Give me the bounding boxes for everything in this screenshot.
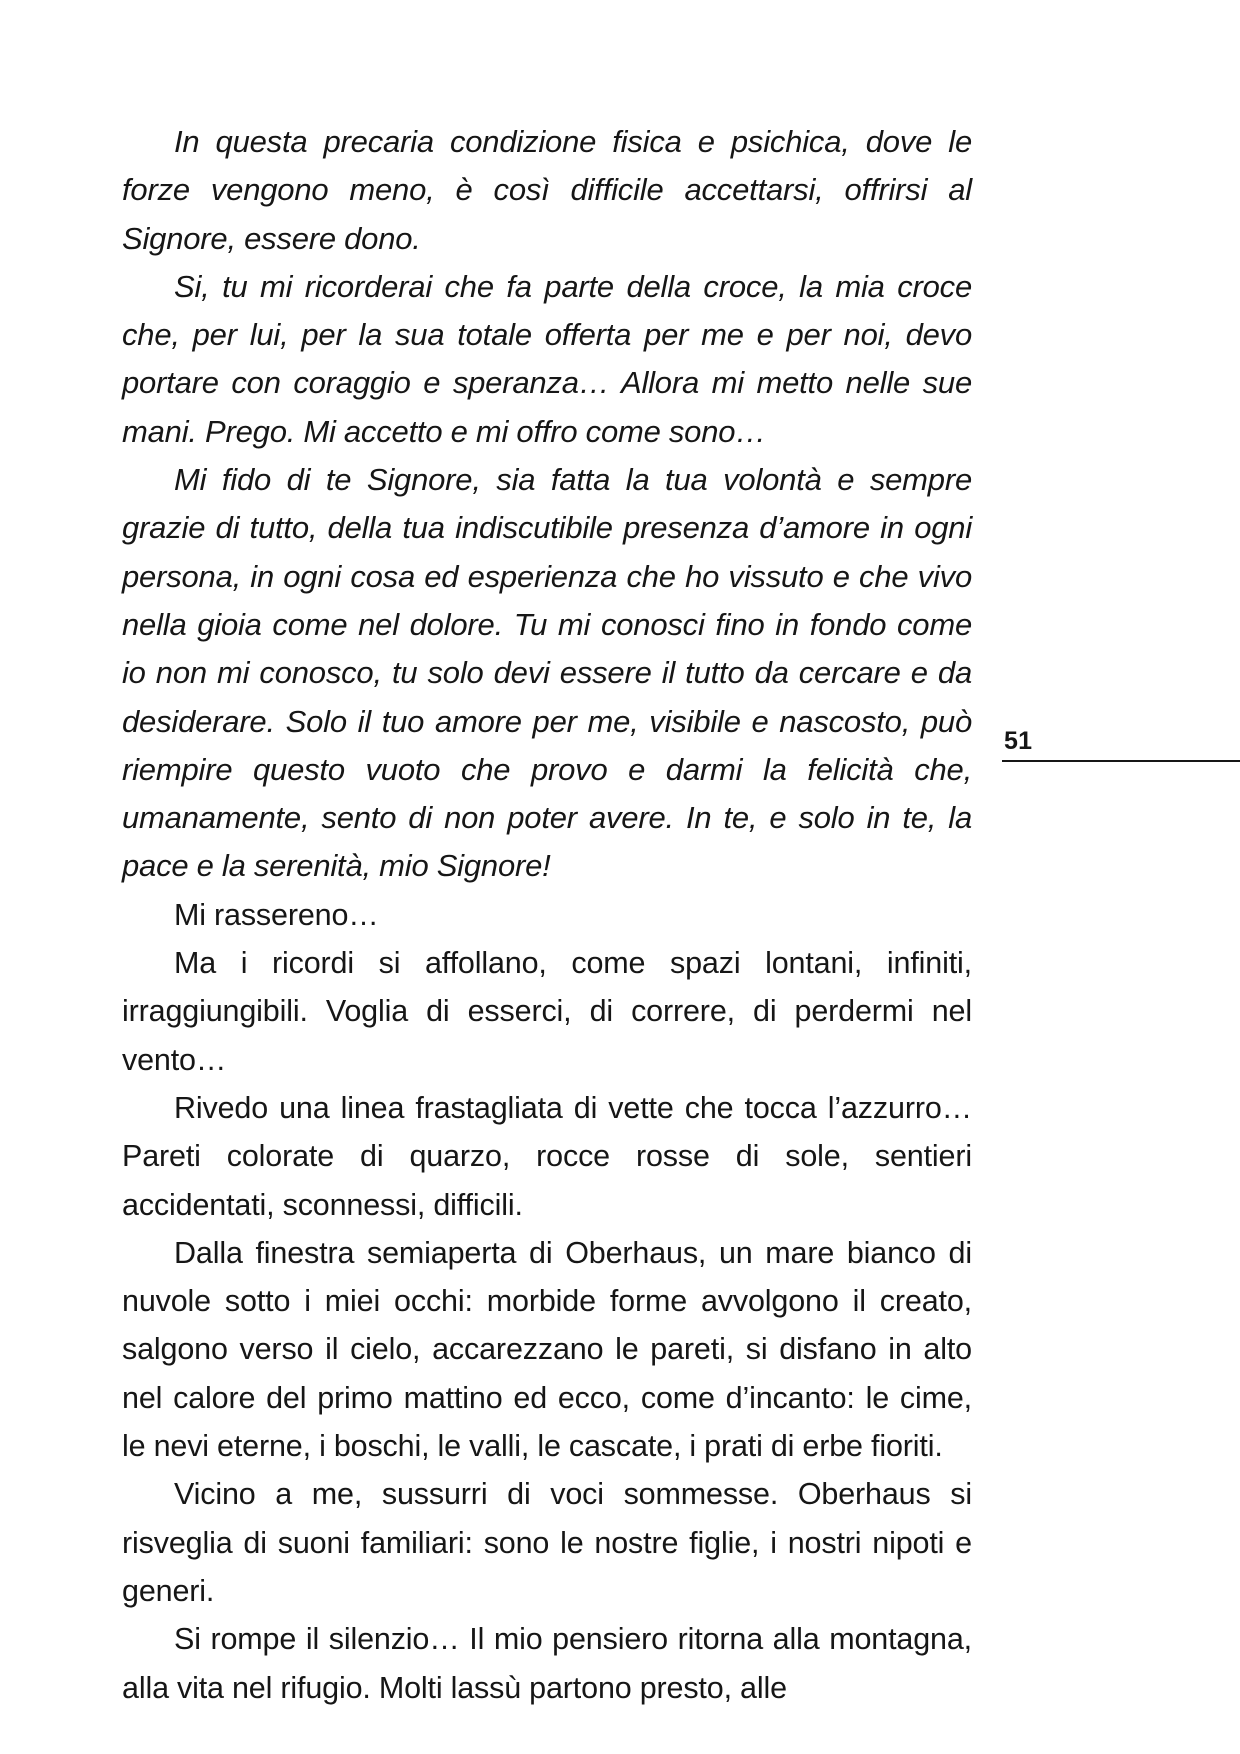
paragraph-4: Mi rassereno… <box>174 897 379 932</box>
body-text-column <box>122 118 972 1712</box>
paragraph-3: Mi fido di te Signore, sia fatta la tua volontà e sempre grazie di tutto, della tua indiscutibile presenza d’amore in ogni persona, in ogni cosa ed esperienza che ho vissuto e che vivo nella gioia come nel dolore. Tu mi conosci fino in fondo come io non mi conosco, tu solo devi essere il tutto da cercare e da desiderare. Solo il tuo amore per me, visibile e nascosto, può riempire questo vuoto che provo e darmi la felicità che, umanamente, sento di non poter avere. In te, e solo in te, la pace e la serenità, mio Signore! <box>122 462 972 884</box>
paragraph-8: Vicino a me, sussurri di voci sommesse. Oberhaus si risveglia di suoni familiari: sono le nostre figlie, i nostri nipoti e generi. <box>122 1477 972 1608</box>
paragraph-2: Si, tu mi ricorderai che fa parte della croce, la mia croce che, per lui, per la sua totale offerta per me e per noi, devo portare con coraggio e speranza… Allora mi metto nelle sue mani. Prego. Mi accetto e mi offro come sono… <box>122 268 972 449</box>
paragraph-6: Rivedo una linea frastagliata di vette che tocca l’azzurro… Pareti colorate di quarzo, rocce rosse di sole, sentieri accidentati, sconnessi, difficili. <box>122 1090 972 1222</box>
paragraph-9: Si rompe il silenzio… Il mio pensiero ritorna alla montagna, alla vita nel rifugio. Molti lassù partono presto, alle <box>122 1622 972 1705</box>
paragraph-7: Dalla finestra semiaperta di Oberhaus, un mare bianco di nuvole sotto i miei occhi: morbide forme avvolgono il creato, salgono verso il cielo, accarezzano le pareti, si disfano in alto nel calore del primo mattino ed ecco, come d’incanto: le cime, le nevi eterne, i boschi, le valli, le cascate, i prati di erbe fioriti. <box>122 1235 972 1464</box>
page-folio <box>1002 726 1240 762</box>
page-number: 51 <box>1004 727 1033 755</box>
paragraph-5: Ma i ricordi si affollano, come spazi lontani, infiniti, irraggiungibili. Voglia di esserci, di correre, di perdermi nel vento… <box>122 946 972 1077</box>
paragraph-1: In questa precaria condizione fisica e psichica, dove le forze vengono meno, è così difficile accettarsi, offrirsi al Signore, essere dono. <box>122 124 972 256</box>
folio-divider-rule <box>1002 760 1240 762</box>
